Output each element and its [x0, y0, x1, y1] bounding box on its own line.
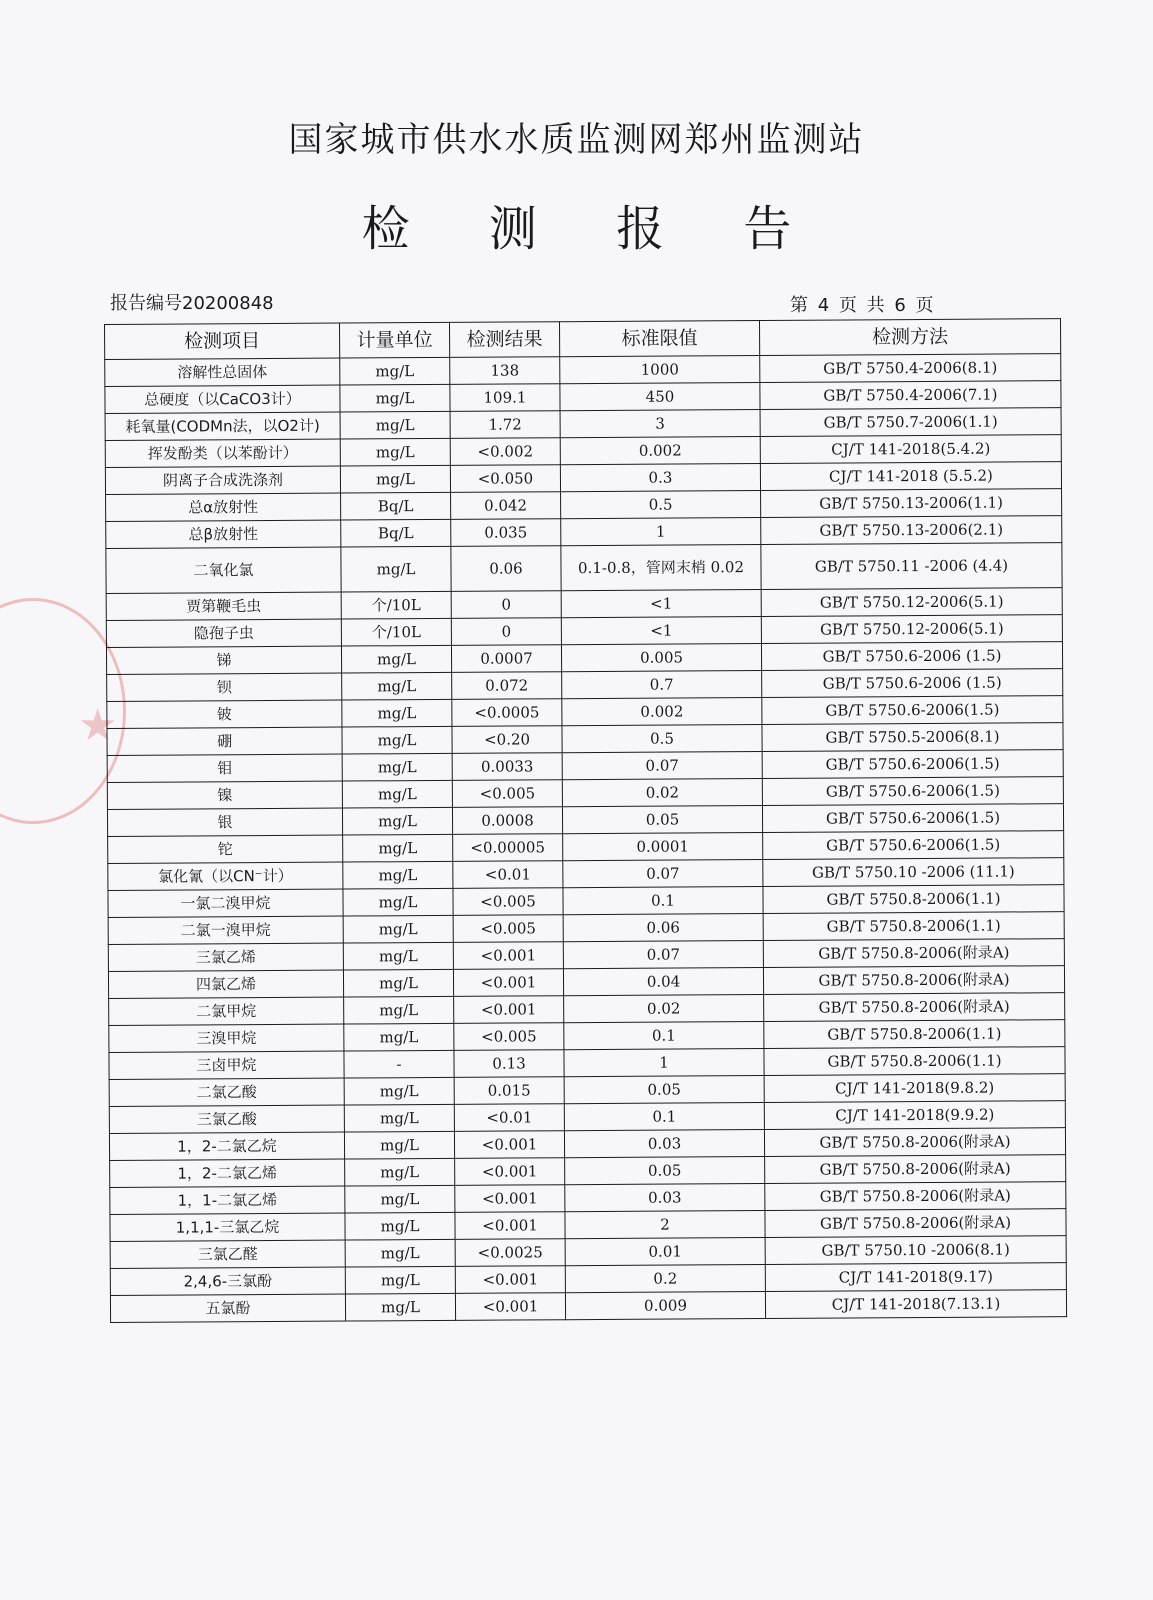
cell-limit: 0.05 [562, 805, 762, 833]
cell-result: 0.035 [451, 519, 561, 547]
cell-method: GB/T 5750.10 -2006 (11.1) [763, 858, 1064, 887]
cell-method: CJ/T 141-2018(9.8.2) [764, 1074, 1065, 1103]
cell-result: 109.1 [450, 384, 560, 412]
cell-item: 三氯乙醛 [110, 1240, 345, 1268]
cell-result: <0.005 [454, 1023, 564, 1051]
cell-result: <0.0025 [455, 1239, 565, 1267]
column-header-item: 检测项目 [105, 323, 340, 359]
cell-item: 三溴甲烷 [109, 1024, 344, 1052]
cell-item: 耗氧量(CODMn法，以O2计) [105, 412, 340, 440]
cell-unit: 个/10L [341, 591, 451, 619]
seal-star-icon: ★ [78, 700, 118, 751]
cell-unit: mg/L [343, 915, 453, 943]
cell-item: 二氯乙酸 [109, 1078, 344, 1106]
cell-unit: mg/L [340, 411, 450, 439]
cell-result: <0.01 [454, 1104, 564, 1132]
cell-limit: 450 [560, 382, 760, 410]
cell-unit: mg/L [344, 1104, 454, 1132]
cell-limit: 0.1 [564, 1102, 764, 1130]
cell-method: GB/T 5750.8-2006(1.1) [763, 912, 1064, 941]
cell-result: <0.002 [450, 438, 560, 466]
cell-method: GB/T 5750.8-2006(附录A) [763, 966, 1064, 995]
cell-unit: mg/L [345, 1239, 455, 1267]
cell-method: GB/T 5750.8-2006(1.1) [763, 885, 1064, 914]
cell-item: 总β放射性 [106, 520, 341, 548]
cell-result: <0.20 [452, 726, 562, 754]
cell-method: GB/T 5750.13-2006(1.1) [761, 489, 1062, 518]
cell-unit: mg/L [343, 861, 453, 889]
cell-result: 0.072 [452, 672, 562, 700]
cell-method: CJ/T 141-2018(5.4.2) [760, 435, 1061, 464]
cell-limit: 0.2 [565, 1264, 765, 1292]
cell-limit: 0.01 [565, 1237, 765, 1265]
cell-method: GB/T 5750.8-2006(附录A) [764, 1128, 1065, 1157]
cell-method: GB/T 5750.8-2006(附录A) [765, 1182, 1066, 1211]
cell-method: GB/T 5750.6-2006(1.5) [763, 831, 1064, 860]
cell-limit: 0.009 [565, 1291, 765, 1319]
cell-method: GB/T 5750.8-2006(附录A) [763, 939, 1064, 968]
cell-result: <0.001 [453, 969, 563, 997]
cell-item: 硼 [107, 727, 342, 755]
cell-limit: 0.07 [563, 859, 763, 887]
cell-result: <0.050 [450, 465, 560, 493]
cell-item: 锑 [106, 646, 341, 674]
cell-unit: mg/L [343, 888, 453, 916]
table-header-row [105, 319, 1061, 360]
cell-item: 二氯甲烷 [109, 997, 344, 1025]
cell-result: 0.13 [454, 1050, 564, 1078]
cell-limit: 0.005 [561, 643, 761, 671]
cell-item: 2,4,6-三氯酚 [110, 1267, 345, 1295]
cell-item: 镍 [107, 781, 342, 809]
cell-unit: mg/L [343, 969, 453, 997]
cell-unit: mg/L [343, 834, 453, 862]
cell-unit: mg/L [344, 1131, 454, 1159]
cell-unit: mg/L [345, 1266, 455, 1294]
cell-item: 1，2-二氯乙烷 [109, 1132, 344, 1160]
cell-result: <0.001 [455, 1185, 565, 1213]
cell-result: <0.01 [453, 861, 563, 889]
cell-limit: 0.3 [560, 463, 760, 491]
cell-result: 0.015 [454, 1077, 564, 1105]
cell-limit: <1 [561, 616, 761, 644]
cell-unit: mg/L [342, 672, 452, 700]
cell-result: <0.005 [452, 780, 562, 808]
table-row [106, 543, 1062, 594]
cell-limit: 0.7 [562, 670, 762, 698]
cell-unit: mg/L [342, 726, 452, 754]
cell-limit: 0.5 [562, 724, 762, 752]
cell-method: GB/T 5750.6-2006(1.5) [762, 777, 1063, 806]
cell-limit: 1000 [560, 355, 760, 383]
cell-item: 总硬度（以CaCO3计） [105, 385, 340, 413]
cell-item: 三氯乙酸 [109, 1105, 344, 1133]
cell-unit: mg/L [345, 1185, 455, 1213]
cell-limit: 0.07 [562, 751, 762, 779]
cell-unit: mg/L [344, 1023, 454, 1051]
cell-method: GB/T 5750.8-2006(附录A) [765, 1155, 1066, 1184]
cell-unit: mg/L [342, 753, 452, 781]
cell-item: 银 [107, 808, 342, 836]
cell-result: <0.00005 [453, 834, 563, 862]
cell-limit: 0.1 [563, 886, 763, 914]
cell-result: <0.001 [455, 1266, 565, 1294]
cell-method: GB/T 5750.12-2006(5.1) [761, 615, 1062, 644]
column-header-unit: 计量单位 [339, 322, 449, 358]
cell-limit: 1 [564, 1048, 764, 1076]
cell-item: 1，2-二氯乙烯 [110, 1159, 345, 1187]
cell-unit: mg/L [340, 384, 450, 412]
cell-item: 五氯酚 [110, 1294, 345, 1322]
cell-method: GB/T 5750.8-2006(1.1) [764, 1047, 1065, 1076]
cell-limit: 0.03 [564, 1129, 764, 1157]
cell-result: 0.06 [451, 546, 561, 592]
cell-item: 一氯二溴甲烷 [108, 889, 343, 917]
cell-item: 钡 [107, 673, 342, 701]
cell-unit: mg/L [343, 942, 453, 970]
cell-result: <0.001 [454, 1131, 564, 1159]
cell-item: 三氯乙烯 [108, 943, 343, 971]
cell-unit: mg/L [340, 438, 450, 466]
cell-item: 二氯一溴甲烷 [108, 916, 343, 944]
cell-method: GB/T 5750.6-2006(1.5) [762, 696, 1063, 725]
cell-method: GB/T 5750.5-2006(8.1) [762, 723, 1063, 752]
cell-item: 隐孢子虫 [106, 619, 341, 647]
cell-method: GB/T 5750.6-2006 (1.5) [761, 642, 1062, 671]
cell-result: 0.0033 [452, 753, 562, 781]
cell-method: GB/T 5750.11 -2006 (4.4) [761, 543, 1062, 590]
cell-limit: 0.04 [563, 967, 763, 995]
cell-unit: mg/L [340, 465, 450, 493]
cell-result: <0.005 [453, 888, 563, 916]
cell-unit: Bq/L [341, 519, 451, 547]
cell-result: 0.0008 [452, 807, 562, 835]
cell-result: 0.042 [451, 492, 561, 520]
cell-result: <0.0005 [452, 699, 562, 727]
cell-item: 总α放射性 [106, 493, 341, 521]
cell-unit: mg/L [341, 546, 451, 592]
cell-limit: 0.03 [565, 1183, 765, 1211]
cell-method: CJ/T 141-2018(9.9.2) [764, 1101, 1065, 1130]
cell-result: <0.001 [454, 996, 564, 1024]
cell-unit: Bq/L [341, 492, 451, 520]
cell-method: GB/T 5750.6-2006 (1.5) [762, 669, 1063, 698]
cell-limit: 0.002 [560, 436, 760, 464]
cell-method: GB/T 5750.12-2006(5.1) [761, 588, 1062, 617]
cell-result: 138 [450, 357, 560, 385]
cell-limit: 0.5 [561, 490, 761, 518]
cell-result: <0.005 [453, 915, 563, 943]
cell-limit: 0.1 [564, 1021, 764, 1049]
report-number: 报告编号20200848 [110, 293, 274, 314]
cell-method: GB/T 5750.4-2006(8.1) [760, 354, 1061, 383]
cell-result: 0 [451, 618, 561, 646]
results-table-container [104, 318, 1066, 1323]
cell-limit: 0.02 [564, 994, 764, 1022]
cell-limit: 0.002 [562, 697, 762, 725]
cell-limit: 0.05 [564, 1075, 764, 1103]
cell-method: GB/T 5750.8-2006(1.1) [764, 1020, 1065, 1049]
cell-item: 贾第鞭毛虫 [106, 592, 341, 620]
cell-method: CJ/T 141-2018(7.13.1) [765, 1290, 1066, 1319]
cell-unit: mg/L [342, 699, 452, 727]
cell-unit: mg/L [344, 1077, 454, 1105]
cell-limit: 0.06 [563, 913, 763, 941]
column-header-limit: 标准限值 [559, 320, 759, 356]
organization-name: 国家城市供水水质监测网郑州监测站 [288, 120, 865, 160]
cell-unit: mg/L [341, 645, 451, 673]
cell-method: GB/T 5750.7-2006(1.1) [760, 408, 1061, 437]
cell-method: GB/T 5750.6-2006(1.5) [762, 804, 1063, 833]
cell-unit: mg/L [345, 1293, 455, 1321]
cell-item: 钼 [107, 754, 342, 782]
report-title: 检 测 报 告 [361, 201, 824, 257]
cell-limit: <1 [561, 589, 761, 617]
cell-unit: mg/L [344, 996, 454, 1024]
cell-method: GB/T 5750.8-2006(附录A) [764, 993, 1065, 1022]
cell-item: 三卤甲烷 [109, 1051, 344, 1079]
cell-limit: 0.07 [563, 940, 763, 968]
cell-method: CJ/T 141-2018 (5.5.2) [760, 462, 1061, 491]
cell-unit: - [344, 1050, 454, 1078]
cell-limit: 0.0001 [563, 832, 763, 860]
cell-item: 氯化氰（以CN⁻计） [108, 862, 343, 890]
cell-limit: 0.1-0.8，管网末梢 0.02 [561, 544, 761, 590]
cell-item: 铍 [107, 700, 342, 728]
cell-item: 1,1,1-三氯乙烷 [110, 1213, 345, 1241]
cell-method: GB/T 5750.6-2006(1.5) [762, 750, 1063, 779]
cell-method: GB/T 5750.8-2006(附录A) [765, 1209, 1066, 1238]
column-header-result: 检测结果 [449, 322, 559, 358]
cell-item: 阴离子合成洗涤剂 [105, 466, 340, 494]
cell-result: 1.72 [450, 411, 560, 439]
cell-method: GB/T 5750.13-2006(2.1) [761, 516, 1062, 545]
cell-unit: mg/L [340, 357, 450, 385]
cell-limit: 3 [560, 409, 760, 437]
cell-limit: 0.05 [565, 1156, 765, 1184]
cell-limit: 1 [561, 517, 761, 545]
table-row [110, 1290, 1066, 1323]
cell-result: <0.001 [455, 1293, 565, 1321]
cell-limit: 2 [565, 1210, 765, 1238]
cell-method: CJ/T 141-2018(9.17) [765, 1263, 1066, 1292]
cell-result: <0.001 [455, 1212, 565, 1240]
cell-item: 铊 [108, 835, 343, 863]
cell-method: GB/T 5750.10 -2006(8.1) [765, 1236, 1066, 1265]
cell-item: 二氧化氯 [106, 547, 341, 593]
cell-unit: mg/L [345, 1212, 455, 1240]
cell-method: GB/T 5750.4-2006(7.1) [760, 381, 1061, 410]
cell-result: <0.001 [453, 942, 563, 970]
cell-unit: mg/L [345, 1158, 455, 1186]
cell-result: 0.0007 [451, 645, 561, 673]
cell-item: 四氯乙烯 [108, 970, 343, 998]
cell-limit: 0.02 [562, 778, 762, 806]
results-table [104, 318, 1067, 1323]
cell-unit: mg/L [342, 780, 452, 808]
cell-item: 1，1-二氯乙烯 [110, 1186, 345, 1214]
cell-item: 挥发酚类（以苯酚计） [105, 439, 340, 467]
cell-unit: mg/L [342, 807, 452, 835]
cell-unit: 个/10L [341, 618, 451, 646]
cell-item: 溶解性总固体 [105, 358, 340, 386]
cell-result: <0.001 [455, 1158, 565, 1186]
column-header-method: 检测方法 [759, 319, 1060, 356]
cell-result: 0 [451, 591, 561, 619]
table-body [105, 354, 1067, 1323]
page-indicator: 第 4 页 共 6 页 [790, 295, 936, 316]
